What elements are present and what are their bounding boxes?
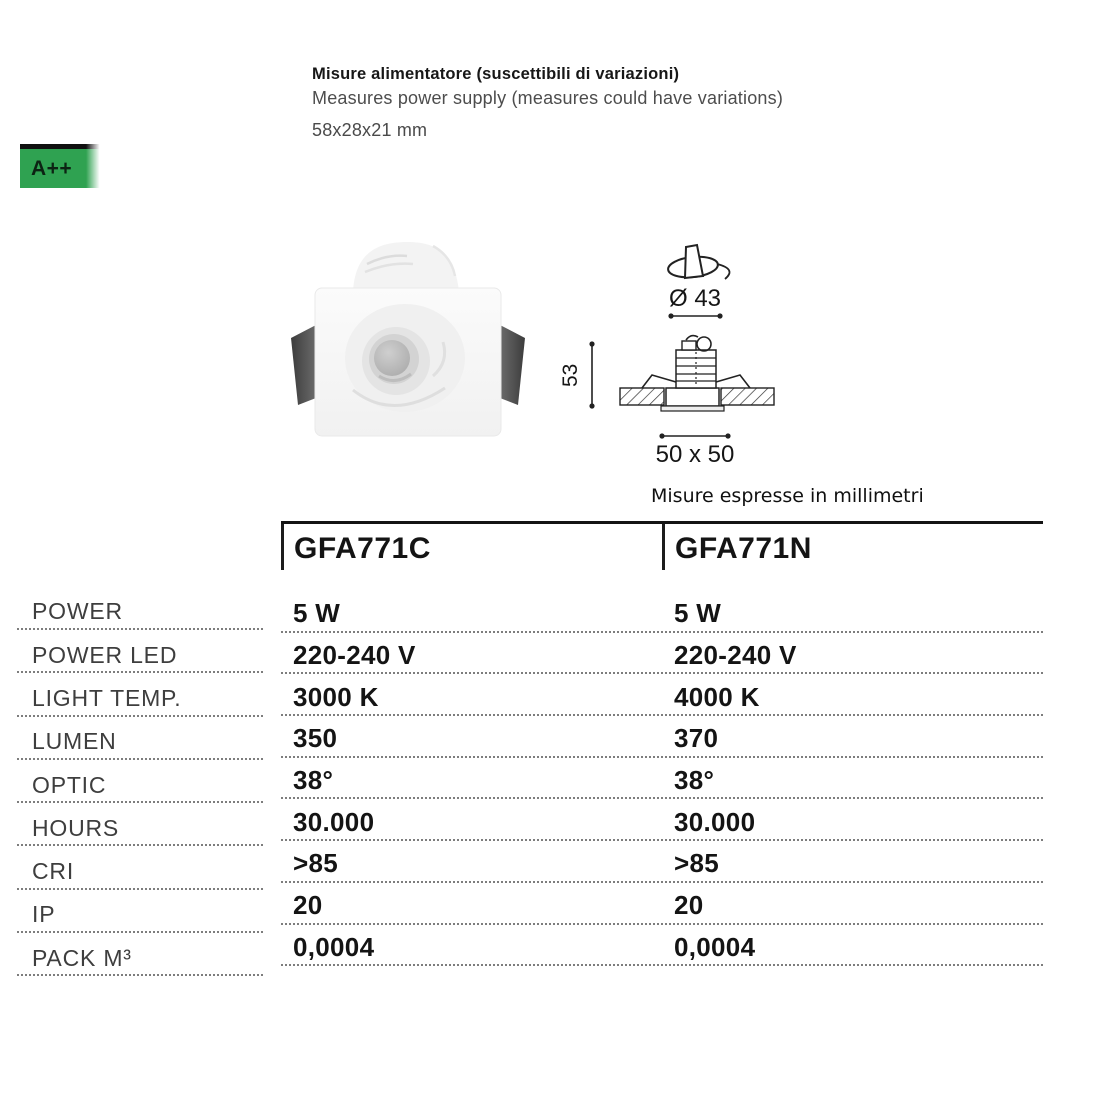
value-optic-n: 38° xyxy=(674,765,715,796)
cutout-dim-line xyxy=(659,433,730,438)
row-label-powerled: POWER LED xyxy=(17,630,263,673)
table-row xyxy=(281,799,1043,841)
table-row xyxy=(281,674,1043,716)
diameter-value: Ø 43 xyxy=(668,285,722,312)
spec-table-header xyxy=(281,524,1043,591)
left-spring-clip xyxy=(291,325,316,405)
measures-title-en: Measures power supply (measures could have variations) xyxy=(312,88,784,108)
column-header-gfa771c: GFA771C xyxy=(281,524,662,591)
value-lighttemp-c: 3000 K xyxy=(293,681,379,712)
value-hours-c: 30.000 xyxy=(293,806,375,837)
value-lumen-c: 350 xyxy=(293,723,338,754)
value-powerled-c: 220-240 V xyxy=(293,640,416,671)
height-value: 53 xyxy=(559,363,582,387)
value-pack-c: 0,0004 xyxy=(293,931,375,962)
spotlight-photo xyxy=(283,230,533,440)
energy-class-label: A++ xyxy=(20,149,100,188)
value-pack-n: 0,0004 xyxy=(674,931,756,962)
table-row xyxy=(281,758,1043,800)
measures-title-it: Misure alimentatore (suscettibili di variazioni) xyxy=(312,65,680,83)
value-cri-c: >85 xyxy=(293,848,339,879)
table-row xyxy=(281,841,1043,883)
column-header-gfa771n: GFA771N xyxy=(662,524,1043,591)
row-label-lighttemp: LIGHT TEMP. xyxy=(17,673,263,716)
right-spring-clip xyxy=(500,325,525,405)
power-supply-size: 58x28x21 mm xyxy=(312,120,428,140)
value-cri-n: >85 xyxy=(674,848,720,879)
table-row xyxy=(281,716,1043,758)
value-power-n: 5 W xyxy=(674,598,722,629)
cutout-value: 50 x 50 xyxy=(655,441,735,468)
section-diagram xyxy=(556,328,786,473)
row-label-ip: IP xyxy=(17,890,263,933)
units-note: Misure espresse in millimetri xyxy=(651,485,924,507)
spec-table xyxy=(281,521,1043,966)
lens xyxy=(374,340,410,376)
row-label-power: POWER xyxy=(17,587,263,630)
value-lighttemp-n: 4000 K xyxy=(674,681,760,712)
diameter-diagram xyxy=(633,238,763,333)
header-divider xyxy=(662,524,665,570)
table-row xyxy=(281,883,1043,925)
table-row xyxy=(281,591,1043,633)
energy-class-badge xyxy=(20,144,100,188)
value-lumen-n: 370 xyxy=(674,723,719,754)
table-row xyxy=(281,633,1043,675)
diameter-dim-line xyxy=(668,313,722,318)
row-label-optic: OPTIC xyxy=(17,760,263,803)
lamp-dome xyxy=(353,242,459,292)
power-supply-measures-block xyxy=(312,64,783,141)
value-hours-n: 30.000 xyxy=(674,806,756,837)
row-label-hours: HOURS xyxy=(17,803,263,846)
row-label-cri: CRI xyxy=(17,846,263,889)
energy-badge-fade xyxy=(86,144,102,188)
row-label-lumen: LUMEN xyxy=(17,717,263,760)
height-dim-line xyxy=(589,341,594,408)
spec-table-body xyxy=(281,591,1043,966)
value-power-c: 5 W xyxy=(293,598,341,629)
table-row xyxy=(281,925,1043,967)
row-label-pack: PACK M³ xyxy=(17,933,263,976)
header-divider xyxy=(281,524,284,570)
value-optic-c: 38° xyxy=(293,765,334,796)
value-ip-c: 20 xyxy=(293,890,323,921)
spec-row-labels xyxy=(17,587,263,977)
spotlight-top-view-icon xyxy=(667,245,729,280)
value-ip-n: 20 xyxy=(674,890,704,921)
value-powerled-n: 220-240 V xyxy=(674,640,797,671)
